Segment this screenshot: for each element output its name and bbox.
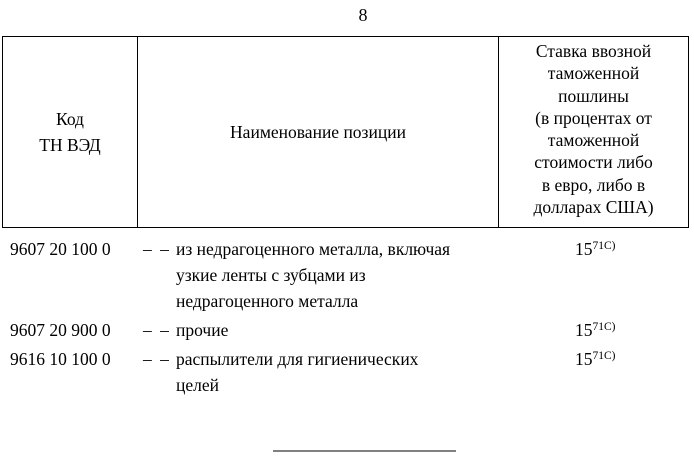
tnved-code: 9616 10 100 0 [10,349,111,369]
table-body-rows [0,236,694,401]
text-line: Ставка ввозной [535,41,652,61]
duty-rate [575,346,616,372]
text-line: целей [176,375,219,395]
text-line: в евро, либо в [541,174,646,195]
header-cell-position-name [138,37,499,227]
position-description [143,236,476,314]
tariff-table-header [2,36,689,228]
text-line: таможенной [547,63,640,84]
tnved-code: 9607 20 900 0 [10,320,111,340]
footnote-divider-line [273,450,456,452]
indent-dashes: – – [143,349,171,369]
text-line: стоимости либо [534,152,653,173]
description-lines [176,317,476,343]
table-row [0,346,694,398]
duty-rate [575,317,616,343]
page-number: 8 [358,5,368,25]
header-label-position-name: Наименование позиции [230,121,406,142]
position-description [143,346,476,398]
footnote-marker: 71С) [592,239,616,252]
text-line: прочие [176,320,229,340]
text-line: распылители для гигиенических [176,349,419,369]
text-line: пошлины [558,85,629,106]
duty-rate [575,236,616,262]
indent-dashes: – – [143,320,171,340]
header-cell-duty-rate [499,37,688,227]
description-lines [176,236,476,314]
text-line: из недрагоценного металла, включая [176,239,451,259]
text-line: узкие ленты с зубцами из [176,265,366,285]
description-lines [176,346,476,398]
text-line: долларах США) [533,197,654,218]
duty-rate-value: 15 [575,349,593,369]
footnote-marker: 71С) [592,320,616,333]
header-cell-code [3,37,138,227]
text-line: таможенной [547,130,640,151]
text-line: Код [56,109,84,129]
duty-rate-value: 15 [575,239,593,259]
position-description [143,317,476,343]
text-line: (в процентах от [535,107,652,128]
table-row [0,317,694,343]
text-line: недрагоценного металла [176,291,359,311]
tnved-code: 9607 20 100 0 [10,239,111,259]
duty-rate-value: 15 [575,320,593,340]
table-row [0,236,694,314]
text-line: ТН ВЭД [39,135,101,155]
footnote-marker: 71С) [592,349,616,362]
indent-dashes: – – [143,239,171,259]
